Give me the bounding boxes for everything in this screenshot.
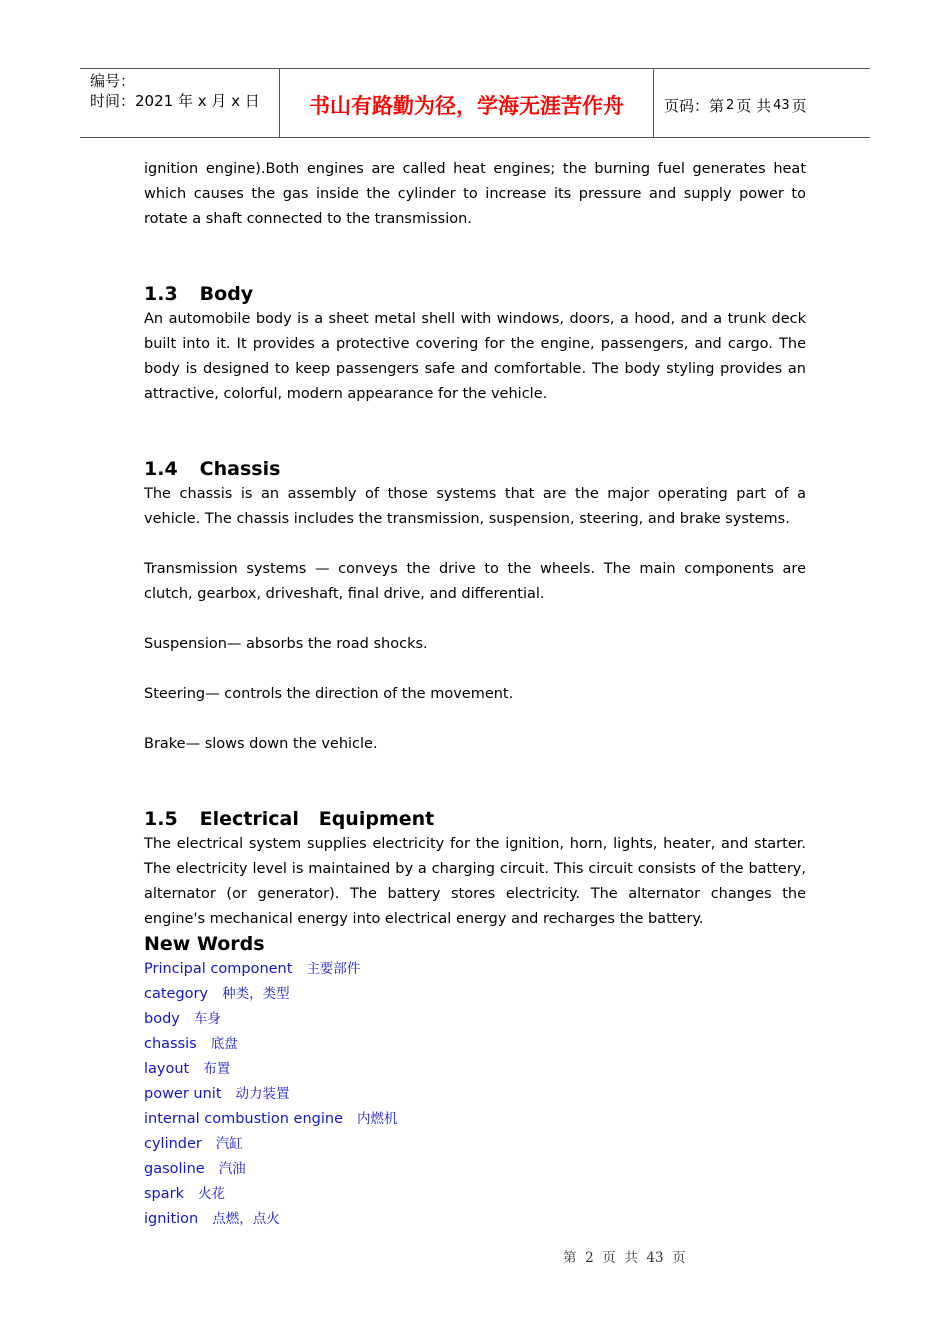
section-number: 1.3 xyxy=(144,283,178,305)
header-motto: 书山有路勤为径，学海无涯苦作舟 xyxy=(280,69,654,137)
list-item: Principal component 主要部件 xyxy=(144,961,361,977)
header-page-info xyxy=(654,69,870,137)
new-words-heading: New Words xyxy=(144,933,265,955)
page-number: 2 xyxy=(726,97,735,113)
list-item: ignition 点燃，点火 xyxy=(144,1211,280,1227)
page-prefix: 页码：第 xyxy=(664,96,725,115)
section-heading-chassis xyxy=(144,457,806,482)
section-number: 1.5 xyxy=(144,808,178,830)
intro-paragraph: ignition engine).Both engines are called heat engines; the burning fuel generates heat which causes the gas inside the cylinder to increase its pressure and supply power to rotate a shaft connected to the transmission. xyxy=(144,161,806,227)
section-title: Body xyxy=(199,283,254,305)
electrical-paragraph: The electrical system supplies electricity for the ignition, horn, lights, heater, and starter. The electricity level is maintained by a charging circuit. This circuit consists of the battery, alternator (or generator). The battery stores electricity. The alternator changes the engine's mechanical energy into electrical energy and recharges the battery. xyxy=(144,836,806,927)
section-title: Chassis xyxy=(199,458,281,480)
transmission-paragraph: Transmission systems — conveys the drive to the wheels. The main components are clutch, gearbox, driveshaft, final drive, and differential. xyxy=(144,561,806,602)
list-item: spark 火花 xyxy=(144,1186,226,1202)
page-suffix: 页 xyxy=(791,96,807,115)
section-heading-body xyxy=(144,282,806,307)
header-meta xyxy=(80,69,280,137)
list-item: gasoline 汽油 xyxy=(144,1161,246,1177)
suspension-paragraph: Suspension— absorbs the road shocks. xyxy=(144,636,428,652)
page-total: 43 xyxy=(773,97,790,113)
chassis-paragraph: The chassis is an assembly of those systems that are the major operating part of a vehicle. The chassis includes the transmission, suspension, steering, and brake systems. xyxy=(144,486,806,527)
section-number: 1.4 xyxy=(144,458,178,480)
brake-paragraph: Brake— slows down the vehicle. xyxy=(144,736,378,752)
time-label: 时间：2021 年 x 月 x 日 xyxy=(90,92,260,110)
section-heading-electrical xyxy=(144,807,806,832)
list-item: category 种类，类型 xyxy=(144,986,290,1002)
list-item: power unit 动力装置 xyxy=(144,1086,290,1102)
steering-paragraph: Steering— controls the direction of the movement. xyxy=(144,686,514,702)
document-body xyxy=(144,157,806,1232)
page-footer: 第 2 页 共 43 页 xyxy=(563,1250,686,1266)
section-title: Electrical Equipment xyxy=(199,808,435,830)
list-item: cylinder 汽缸 xyxy=(144,1136,243,1152)
list-item: body 车身 xyxy=(144,1011,221,1027)
new-words-list xyxy=(144,957,806,1232)
list-item: layout 布置 xyxy=(144,1061,231,1077)
number-label: 编号： xyxy=(90,72,136,90)
page-mid: 页 共 xyxy=(736,96,772,115)
body-paragraph: An automobile body is a sheet metal shell with windows, doors, a hood, and a trunk deck built into it. It provides a protective covering for the engine, passengers, and cargo. The body is designed to keep passengers safe and comfortable. The body styling provides an attractive, colorful, modern appearance for the vehicle. xyxy=(144,311,806,402)
list-item: internal combustion engine 内燃机 xyxy=(144,1111,398,1127)
page-header xyxy=(80,68,870,138)
list-item: chassis 底盘 xyxy=(144,1036,238,1052)
